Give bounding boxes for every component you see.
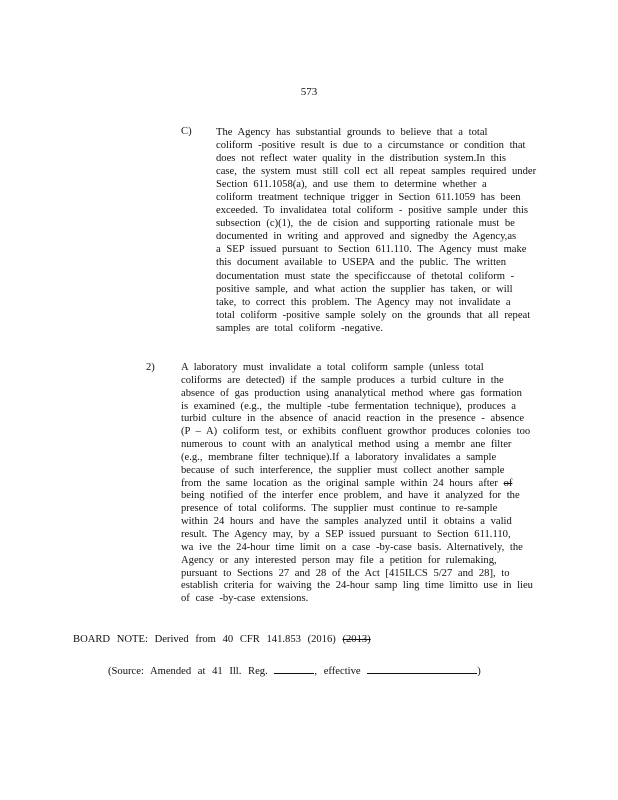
source-prefix: (Source: Amended at 41 Ill. Reg. <box>108 666 268 677</box>
item-c-line: positive sample, and what action the supplier has taken, or will <box>216 283 513 295</box>
item-2-line: wa ive the 24-hour time limit on a case -by-case basis. Alternatively, the <box>181 541 523 553</box>
item-2-paragraph <box>181 362 541 606</box>
item-2-line: coliforms are detected) if the sample produces a turbid culture in the <box>181 374 504 386</box>
item-2-label: 2) <box>146 362 155 373</box>
page-number: 573 <box>300 86 318 98</box>
item-c-line: this document available to USEPA and the public. The written <box>216 257 507 269</box>
item-2-line: is examined (e.g., the multiple -tube fermentation technique), produces a <box>181 400 516 412</box>
item-c-line: subsection (c)(1), the de cision and supporting rationale must be <box>216 218 515 230</box>
item-2-line: result. The Agency may, by a SEP issued pursuant to Section 611.110, <box>181 528 511 540</box>
item-c-line: documented in writing and approved and signedby the Agency,as <box>216 231 517 243</box>
item-2-line: being notified of the interfer ence problem, and have it analyzed for the <box>181 490 520 502</box>
item-c-line: The Agency has substantial grounds to believe that a total <box>216 127 488 138</box>
item-2-line: (e.g., membrane filter technique).If a laboratory invalidates a sample <box>181 451 497 463</box>
item-2-line: turbid culture in the absence of anacid reaction in the presence - absence <box>181 413 525 425</box>
item-c-line: a SEP issued pursuant to Section 611.110. The Agency must make <box>216 244 527 256</box>
item-2-line: (P – A) coliform test, or exhibits confluent growthor produces colonies too <box>181 426 531 438</box>
item-c-line: does not reflect water quality in the distribution system.In this <box>216 153 507 165</box>
item-2-line <box>181 478 541 491</box>
item-c-line: coliform -positive result is due to a circumstance or condition that <box>216 140 526 152</box>
item-2-line: of case -by-case extensions. <box>181 593 309 605</box>
source-comma: , <box>314 666 318 677</box>
item-c-line: samples are total coliform -negative. <box>216 322 384 334</box>
item-2-line-text: from the same location as the original sample within 24 hours after <box>181 477 498 489</box>
item-2-line: within 24 hours and have the samples analyzed until it obtains a valid <box>181 516 512 528</box>
item-c-line: coliform treatment technique trigger in Section 611.1059 has been <box>216 192 521 204</box>
item-2-line: absence of gas production using ananalytical method where gas formation <box>181 387 522 399</box>
source-effective-label: effective <box>323 666 361 677</box>
struck-year: (2013) <box>342 634 371 645</box>
item-c-line: exceeded. To invalidatea total coliform - positive sample under this <box>216 205 529 217</box>
item-2-line: pursuant to Sections 27 and 28 of the Act [415ILCS 5/27 and 28], to <box>181 567 510 579</box>
item-2-line: A laboratory must invalidate a total coliform sample (unless total <box>181 362 484 373</box>
board-note-text: BOARD NOTE: Derived from 40 CFR 141.853 (2016) <box>73 634 336 645</box>
source-note <box>108 662 481 677</box>
item-2-line: because of such interference, the supplier must collect another sample <box>181 464 505 476</box>
board-note <box>73 634 371 645</box>
item-2-line: presence of total coliforms. The supplier must continue to re-sample <box>181 503 498 515</box>
item-2-line: numerous to count with an analytical method using a membr ane filter <box>181 439 512 451</box>
struck-word: of <box>503 477 513 489</box>
item-c-paragraph <box>216 126 546 335</box>
item-c-line: case, the system must still coll ect all repeat samples required under <box>216 166 537 178</box>
item-2-line: establish criteria for waiving the 24-hour samp ling time limitto use in lieu <box>181 580 533 592</box>
item-c-line: documentation must state the specificcause of thetotal coliform - <box>216 270 515 282</box>
item-2-line: Agency or any interested person may file a petition for rulemaking, <box>181 554 497 566</box>
effective-date-blank <box>367 662 477 674</box>
item-c-line: total coliform -positive sample solely on the grounds that all repeat <box>216 309 531 321</box>
item-c-line: take, to correct this problem. The Agency may not invalidate a <box>216 296 511 308</box>
source-close-paren: ) <box>477 666 481 677</box>
register-page-blank <box>274 662 314 674</box>
item-c-line: Section 611.1058(a), and use them to determine whether a <box>216 179 487 191</box>
item-c-label: C) <box>181 126 192 137</box>
